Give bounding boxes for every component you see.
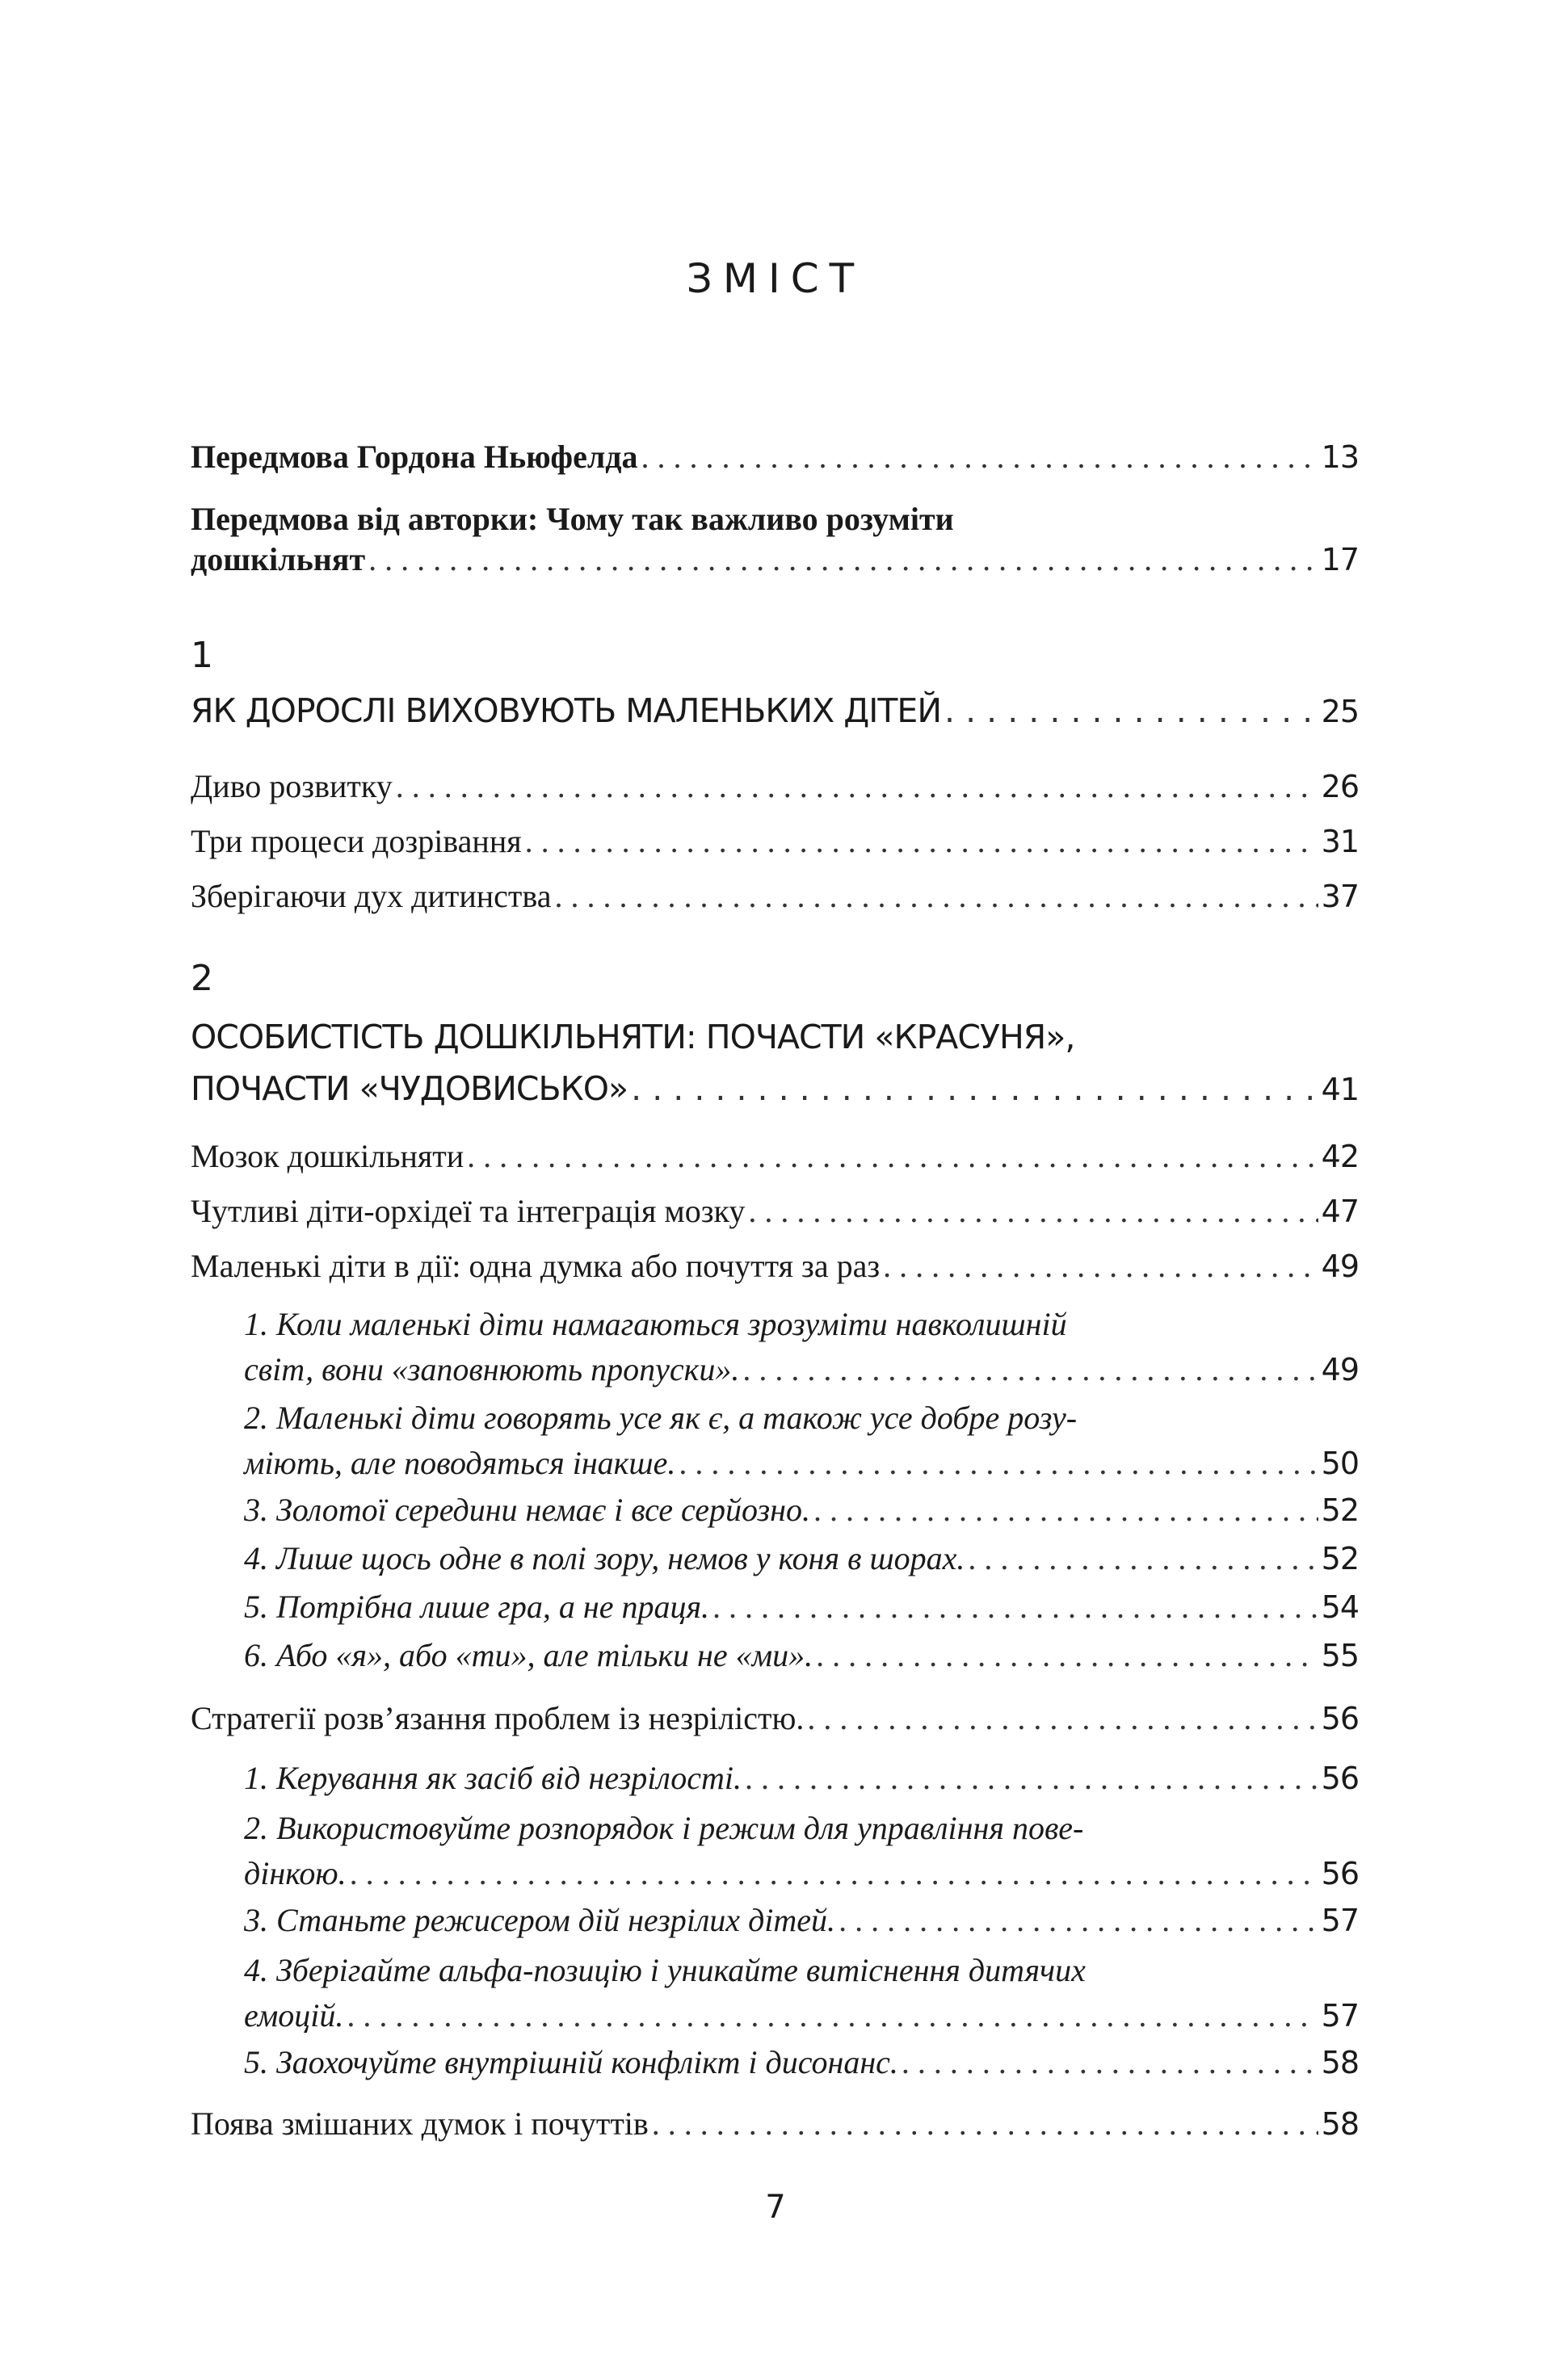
entry-text: Три процеси дозрівання [191, 823, 522, 859]
dot-leader [347, 1993, 1318, 2038]
dot-leader [816, 1633, 1318, 1678]
dot-leader [968, 1536, 1318, 1581]
page-number: 56 [1321, 1856, 1359, 1891]
page-number: 26 [1321, 769, 1359, 804]
dot-leader [631, 1063, 1318, 1114]
dot-leader [555, 874, 1318, 919]
dot-leader [902, 2040, 1318, 2085]
entry-text-line2: міють, але поводяться інакше. [244, 1445, 676, 1481]
entry-text: Маленькі діти в дії: одна думка або почуття за раз [191, 1248, 881, 1284]
entry-text: 4. Лише щось одне в полі зору, немов у коня в шорах. [244, 1540, 965, 1576]
toc-entry-foreword-neufeld[interactable] [191, 434, 1359, 480]
dot-leader [368, 539, 1318, 580]
page-number: 25 [1321, 694, 1359, 729]
page-number: 50 [1321, 1446, 1359, 1481]
entry-text: Чутливі діти-орхідеї та інтеграція мозку [191, 1193, 746, 1229]
toc-section[interactable] [191, 2101, 1359, 2147]
dot-leader [813, 1488, 1318, 1533]
entry-text: 3. Станьте режисером дій незрілих дітей. [244, 1902, 836, 1938]
page-number: 41 [1321, 1072, 1359, 1107]
toc-subsection[interactable] [244, 1898, 1359, 1943]
toc-subsection[interactable] [244, 1585, 1359, 1630]
toc-section[interactable] [191, 1244, 1359, 1289]
toc-subsection[interactable] [244, 1948, 1359, 2038]
toc-subsection[interactable] [244, 1633, 1359, 1678]
toc-subsection[interactable] [244, 1806, 1359, 1896]
toc-section[interactable] [191, 1134, 1359, 1179]
toc-subsection[interactable] [244, 1536, 1359, 1581]
dot-leader [742, 1347, 1318, 1392]
entry-text: 6. Або «я», або «ти», але тільки не «ми». [244, 1637, 813, 1673]
dot-leader [745, 1756, 1318, 1801]
toc-subsection[interactable] [244, 1396, 1359, 1486]
entry-text: Стратегії розв’язання проблем із незрілістю. [191, 1700, 805, 1736]
page-folio: 7 [765, 2189, 786, 2226]
page-number: 56 [1321, 1701, 1359, 1736]
entry-text-line2: дінкою. [244, 1855, 347, 1891]
page-number: 57 [1321, 1903, 1359, 1938]
dot-leader [712, 1585, 1318, 1630]
entry-text-line1: 2. Маленькі діти говорять усе як є, а також усе добре розу- [244, 1400, 1078, 1436]
toc-subsection[interactable] [244, 1302, 1359, 1392]
entry-text: 1. Керування як засіб від незрілості. [244, 1760, 742, 1796]
entry-text-line2: дошкільнят [191, 541, 366, 577]
dot-leader [748, 1189, 1318, 1234]
chapter-title: ЯК ДОРОСЛІ ВИХОВУЮТЬ МАЛЕНЬКИХ ДІТЕЙ [191, 691, 942, 730]
toc-subsection[interactable] [244, 2040, 1359, 2085]
dot-leader [467, 1134, 1318, 1179]
page-title: ЗМІСТ [686, 255, 865, 302]
entry-text: Зберігаючи дух дитинства [191, 878, 552, 914]
chapter-number: 1 [191, 635, 213, 676]
entry-text: Поява змішаних думок і почуттів [191, 2105, 649, 2142]
toc-subsection[interactable] [244, 1488, 1359, 1533]
dot-leader [396, 764, 1318, 809]
page-number: 58 [1321, 2045, 1359, 2080]
page-number: 52 [1321, 1492, 1359, 1528]
toc-subsection[interactable] [244, 1756, 1359, 1801]
dot-leader [944, 685, 1318, 737]
page-number: 57 [1321, 1998, 1359, 2034]
entry-text: Диво розвитку [191, 768, 393, 804]
entry-text: 5. Заохочуйте внутрішній конфлікт і дисонанс. [244, 2044, 898, 2080]
dot-leader [807, 1696, 1318, 1741]
dot-leader [652, 2101, 1318, 2147]
page-number: 47 [1321, 1194, 1359, 1229]
page-number: 52 [1321, 1541, 1359, 1576]
page-number: 49 [1321, 1352, 1359, 1387]
toc-chapter-1[interactable] [191, 685, 1359, 737]
entry-text-line1: 1. Коли маленькі діти намагаються зрозуміти навколишній [244, 1306, 1067, 1342]
entry-text-line1: 2. Використовуйте розпорядок і режим для управління пове- [244, 1810, 1084, 1846]
dot-leader [883, 1244, 1318, 1289]
entry-text-line1: Передмова від авторки: Чому так важливо розуміти [191, 501, 954, 537]
page-number: 56 [1321, 1761, 1359, 1796]
page-number: 58 [1321, 2106, 1359, 2142]
entry-text: 3. Золотої середини немає і все серйозно. [244, 1492, 810, 1528]
page-number: 37 [1321, 879, 1359, 914]
page-number: 31 [1321, 824, 1359, 859]
dot-leader [641, 434, 1318, 480]
page-number: 55 [1321, 1638, 1359, 1673]
chapter-title-line1: ОСОБИСТІСТЬ ДОШКІЛЬНЯТИ: ПОЧАСТИ «КРАСУНЯ», [191, 1018, 1075, 1056]
dot-leader [350, 1851, 1318, 1896]
page-number: 54 [1321, 1589, 1359, 1625]
entry-text-line1: 4. Зберігайте альфа-позицію і уникайте витіснення дитячих [244, 1952, 1086, 1988]
entry-text: Мозок дошкільняти [191, 1138, 464, 1174]
toc-section[interactable] [191, 764, 1359, 809]
entry-text: Передмова Гордона Ньюфелда [191, 439, 638, 475]
toc-section[interactable] [191, 819, 1359, 864]
entry-text: 5. Потрібна лише гра, а не праця. [244, 1589, 710, 1625]
entry-text-line2: емоцій. [244, 1997, 344, 2034]
chapter-title-line2: ПОЧАСТИ «ЧУДОВИСЬКО» [191, 1069, 628, 1108]
dot-leader [839, 1898, 1318, 1943]
toc-section[interactable] [191, 874, 1359, 919]
page-number: 17 [1321, 542, 1359, 577]
page-number: 13 [1321, 439, 1359, 475]
page-number: 49 [1321, 1249, 1359, 1284]
toc-entry-foreword-author[interactable] [191, 499, 1359, 580]
entry-text-line2: світ, вони «заповнюють пропуски». [244, 1351, 740, 1387]
dot-leader [525, 819, 1318, 864]
toc-section[interactable] [191, 1189, 1359, 1234]
toc-section[interactable] [191, 1696, 1359, 1741]
dot-leader [679, 1441, 1318, 1486]
page-number: 42 [1321, 1139, 1359, 1174]
toc-chapter-2[interactable] [191, 1011, 1359, 1115]
chapter-number: 2 [191, 958, 213, 999]
